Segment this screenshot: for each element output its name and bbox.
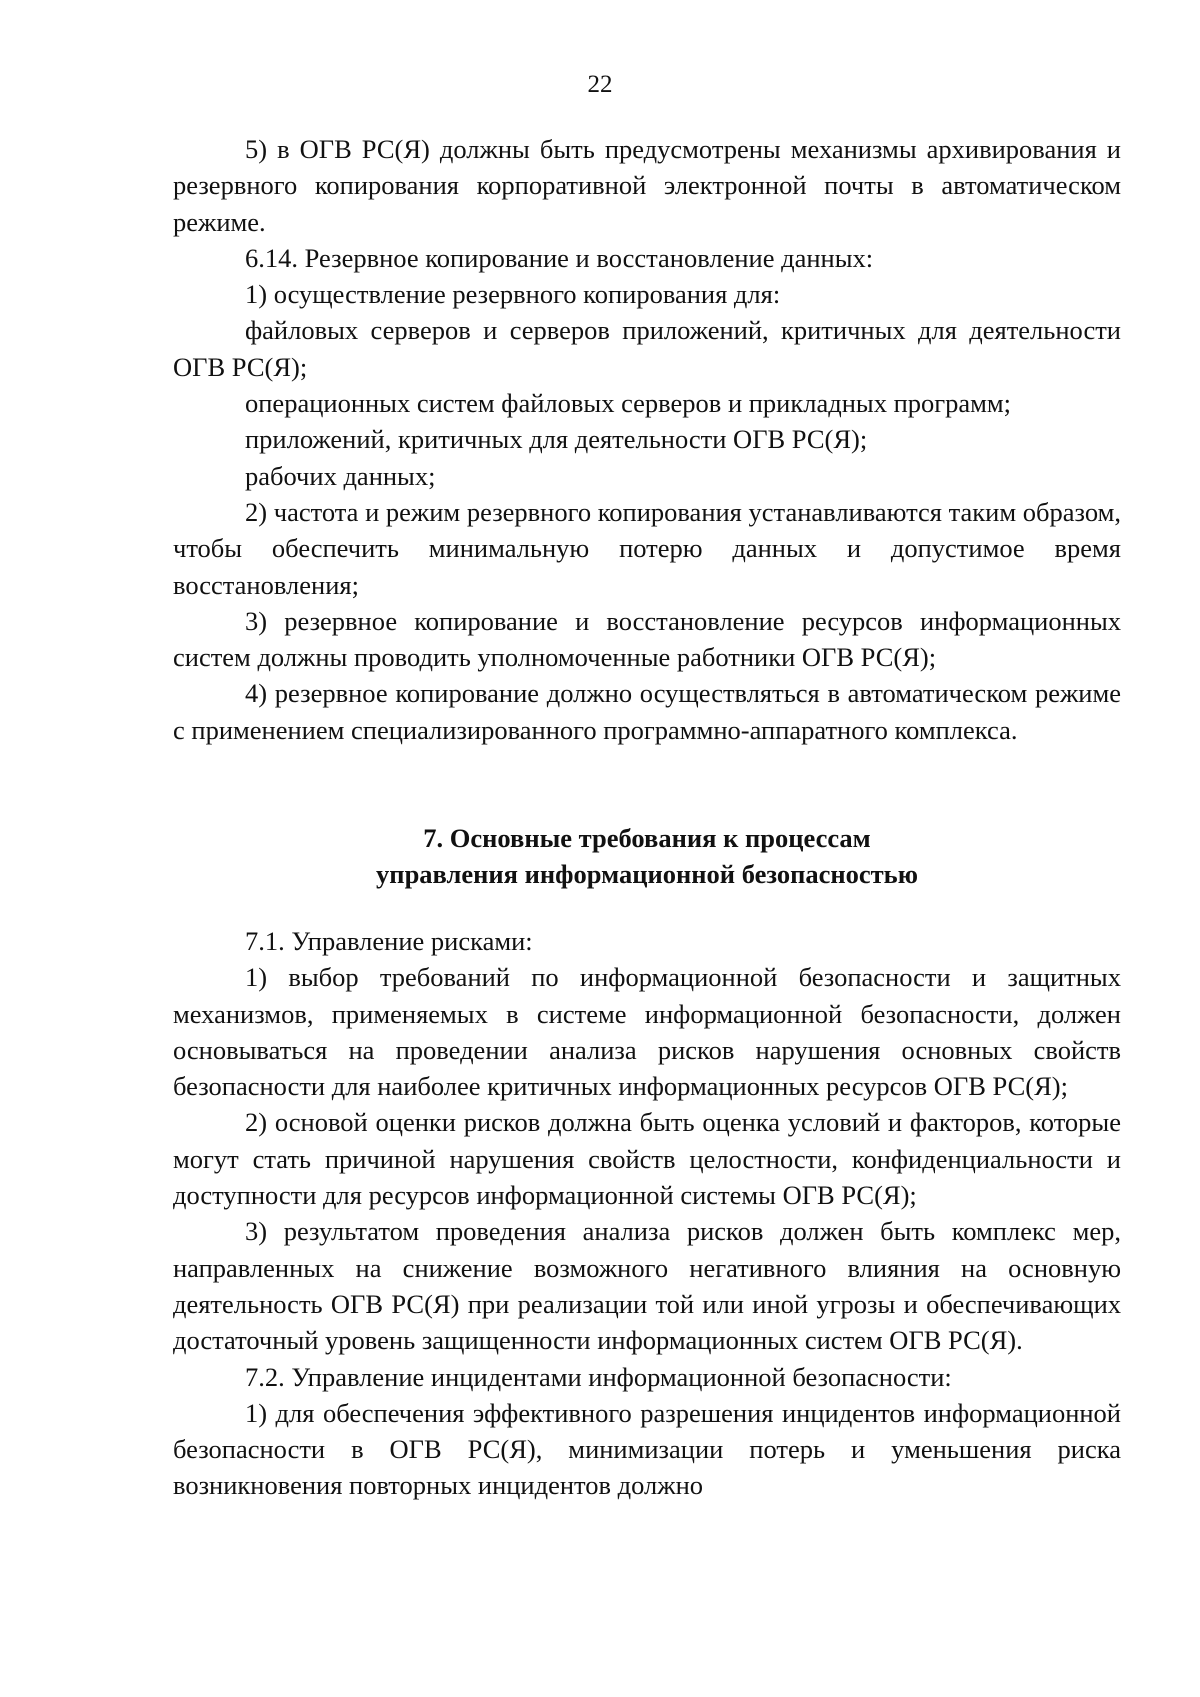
paragraph-email-backup: 5) в ОГВ РС(Я) должны быть предусмотрены механизмы архивирования и резервного копирования корпоративной электронной почты в автоматическом режиме.	[173, 134, 1121, 237]
paragraph-os: операционных систем файловых серверов и прикладных программ;	[245, 388, 1012, 419]
paragraph-6-14-title: 6.14. Резервное копирование и восстановление данных:	[245, 242, 874, 273]
paragraph-automatic-mode: 4) резервное копирование должно осуществляться в автоматическом режиме с применением специализированного программно-аппаратного комплекса.	[173, 678, 1121, 745]
heading-line-1: 7. Основные требования к процессам	[423, 823, 871, 853]
paragraph-work-data: рабочих данных;	[245, 460, 436, 491]
paragraph-7-1-title: 7.1. Управление рисками:	[245, 926, 533, 956]
paragraph-authorized-staff: 3) резервное копирование и восстановление ресурсов информационных систем должны проводить уполномоченные работники ОГВ РС(Я);	[173, 605, 1121, 673]
paragraph-applications: приложений, критичных для деятельности ОГВ РС(Я);	[245, 424, 868, 455]
paragraph-file-servers: файловых серверов и серверов приложений, критичных для деятельности ОГВ РС(Я);	[173, 315, 1121, 382]
paragraph-incidents: 1) для обеспечения эффективного разрешения инцидентов информационной безопасности в ОГВ РС(Я), минимизации потерь и уменьшения риска возникновения повторных инцидентов должно	[173, 1397, 1121, 1501]
paragraph-backup-for: 1) осуществление резервного копирования для:	[245, 279, 781, 310]
paragraph-7-2-title: 7.2. Управление инцидентами информационной безопасности:	[245, 1361, 952, 1392]
paragraph-risk-assessment: 2) основой оценки рисков должна быть оценка условий и факторов, которые могут стать причиной нарушения свойств целостности, конфиденциальности и доступности для ресурсов информационной системы ОГВ РС(Я);	[173, 1107, 1121, 1211]
section-7-heading	[173, 820, 1121, 892]
heading-line-2: управления информационной безопасностью	[376, 859, 918, 889]
paragraph-risk-requirements: 1) выбор требований по информационной безопасности и защитных механизмов, применяемых в системе информационной безопасности, должен основываться на проведении анализа рисков нарушения основных свойств безопасности для наиболее критичных информационных ресурсов ОГВ РС(Я);	[173, 962, 1121, 1102]
paragraph-risk-result: 3) результатом проведения анализа рисков должен быть комплекс мер, направленных на снижение возможного негативного влияния на основную деятельность ОГВ РС(Я) при реализации той или иной угрозы и обеспечивающих достаточный уровень защищенности информационных систем ОГВ РС(Я).	[173, 1216, 1121, 1356]
section-6-text	[173, 131, 1121, 748]
page-number: 22	[587, 71, 613, 98]
paragraph-frequency: 2) частота и режим резервного копирования устанавливаются таким образом, чтобы обеспечить минимальную потерю данных и допустимое время восстановления;	[173, 496, 1121, 600]
section-7-text	[173, 923, 1121, 1504]
